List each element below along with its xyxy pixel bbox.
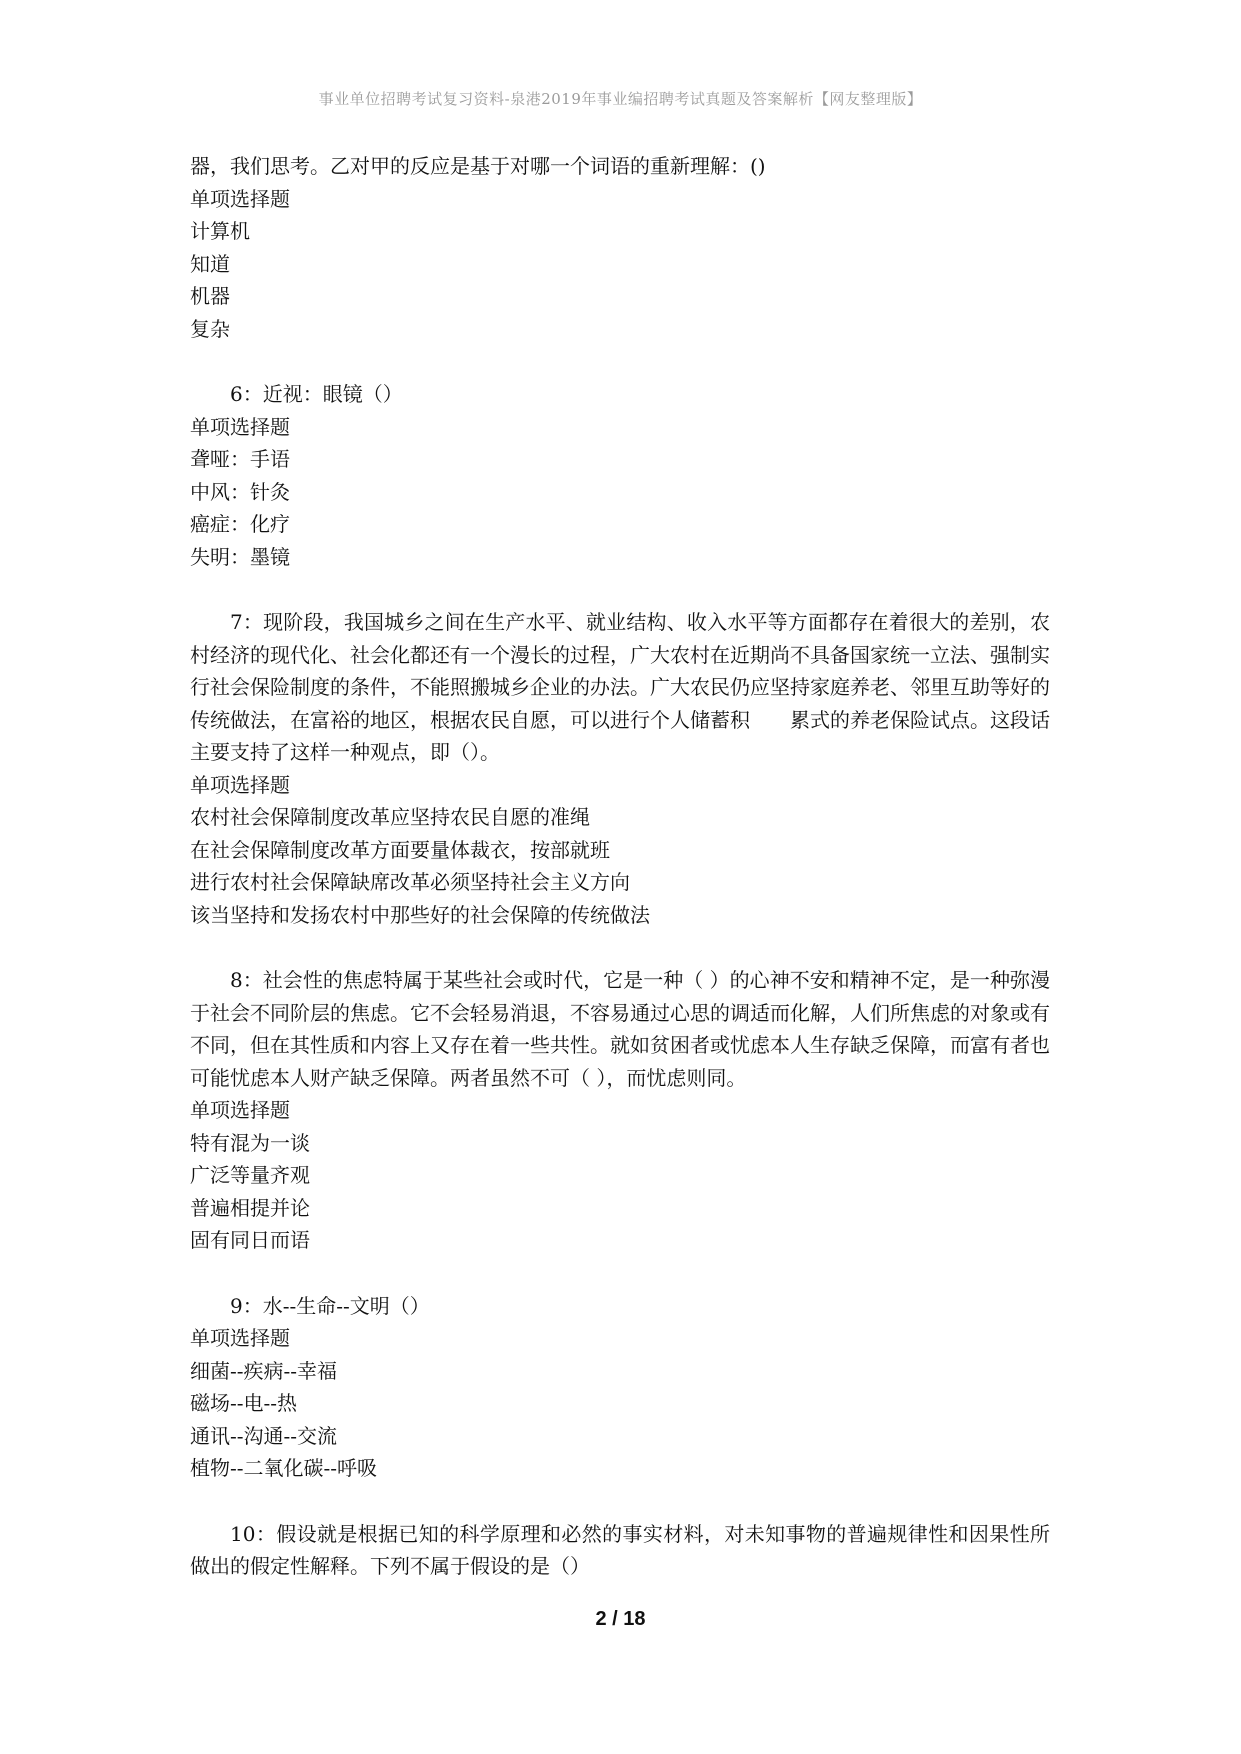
question-8 bbox=[190, 964, 1050, 1257]
question-type-label: 单项选择题 bbox=[190, 186, 290, 211]
question-9 bbox=[190, 1290, 1050, 1485]
option-a: 细菌--疾病--幸福 bbox=[190, 1358, 338, 1383]
option-d: 失明：墨镜 bbox=[190, 544, 290, 569]
option-c: 机器 bbox=[190, 284, 230, 308]
option-a: 农村社会保障制度改革应坚持农民自愿的准绳 bbox=[190, 805, 590, 829]
option-a: 特有混为一谈 bbox=[190, 1130, 310, 1155]
spacer bbox=[190, 573, 1050, 606]
option-d: 该当坚持和发扬农村中那些好的社会保障的传统做法 bbox=[190, 902, 650, 927]
option-d: 植物--二氧化碳--呼吸 bbox=[190, 1456, 378, 1480]
option-b: 磁场--电--热 bbox=[190, 1391, 298, 1415]
question-type-label: 单项选择题 bbox=[190, 414, 290, 439]
question-stem: 6：近视：眼镜（） bbox=[230, 382, 403, 406]
option-a: 聋哑：手语 bbox=[190, 447, 290, 471]
question-stem-tail: 器，我们思考。乙对甲的反应是基于对哪一个词语的重新理解：() bbox=[190, 154, 766, 178]
option-b: 在社会保障制度改革方面要量体裁衣，按部就班 bbox=[190, 837, 610, 862]
option-c: 普遍相提并论 bbox=[190, 1195, 310, 1220]
spacer bbox=[190, 345, 1050, 378]
question-stem: 10：假设就是根据已知的科学原理和必然的事实材料，对未知事物的普遍规律性和因果性所做出的假定性解释。下列不属于假设的是（） bbox=[190, 1521, 1050, 1578]
question-7 bbox=[190, 606, 1050, 931]
option-c: 癌症：化疗 bbox=[190, 512, 290, 536]
page-header: 事业单位招聘考试复习资料-泉港2019年事业编招聘考试真题及答案解析【网友整理版】 bbox=[318, 90, 923, 108]
question-type-label: 单项选择题 bbox=[190, 772, 290, 797]
spacer bbox=[190, 1485, 1050, 1518]
question-stem: 9：水--生命--文明（） bbox=[230, 1293, 430, 1318]
question-stem: 7：现阶段，我国城乡之间在生产水平、就业结构、收入水平等方面都存在着很大的差别，农村经济的现代化、社会化都还有一个漫长的过程，广大农村在近期尚不具备国家统一立法、强制实行社会保险制度的条件，不能照搬城乡企业的办法。广大农民仍应坚持家庭养老、邻里互助等好的传统做法，在富裕的地区，根据农民自愿，可以进行个人储蓄积 累式的养老保险试点。这段话主要支持了这样一种观点，即（）。 bbox=[190, 610, 1050, 764]
document-body bbox=[190, 150, 1050, 1583]
page-number: 2 / 18 bbox=[595, 1608, 646, 1630]
option-a: 计算机 bbox=[190, 219, 250, 243]
option-b: 中风：针灸 bbox=[190, 479, 290, 504]
question-6 bbox=[190, 378, 1050, 573]
option-b: 知道 bbox=[190, 251, 230, 276]
question-type-label: 单项选择题 bbox=[190, 1326, 290, 1350]
spacer bbox=[190, 931, 1050, 964]
option-d: 固有同日而语 bbox=[190, 1228, 310, 1252]
spacer bbox=[190, 1257, 1050, 1290]
option-d: 复杂 bbox=[190, 316, 230, 341]
option-b: 广泛等量齐观 bbox=[190, 1163, 310, 1187]
question-stem: 8：社会性的焦虑特属于某些社会或时代，它是一种（ ）的心神不安和精神不定，是一种弥漫于社会不同阶层的焦虑。它不会轻易消退，不容易通过心思的调适而化解，人们所焦虑的对象或有不同，但在其性质和内容上又存在着一些共性。就如贫困者或忧虑本人生存缺乏保障，而富有者也可能忧虑本人财产缺乏保障。两者虽然不可（ ），而忧虑则同。 bbox=[190, 968, 1050, 1090]
question-10 bbox=[190, 1518, 1050, 1583]
question-5-continuation bbox=[190, 150, 1050, 345]
option-c: 进行农村社会保障缺席改革必须坚持社会主义方向 bbox=[190, 870, 630, 894]
question-type-label: 单项选择题 bbox=[190, 1098, 290, 1122]
option-c: 通讯--沟通--交流 bbox=[190, 1423, 338, 1448]
